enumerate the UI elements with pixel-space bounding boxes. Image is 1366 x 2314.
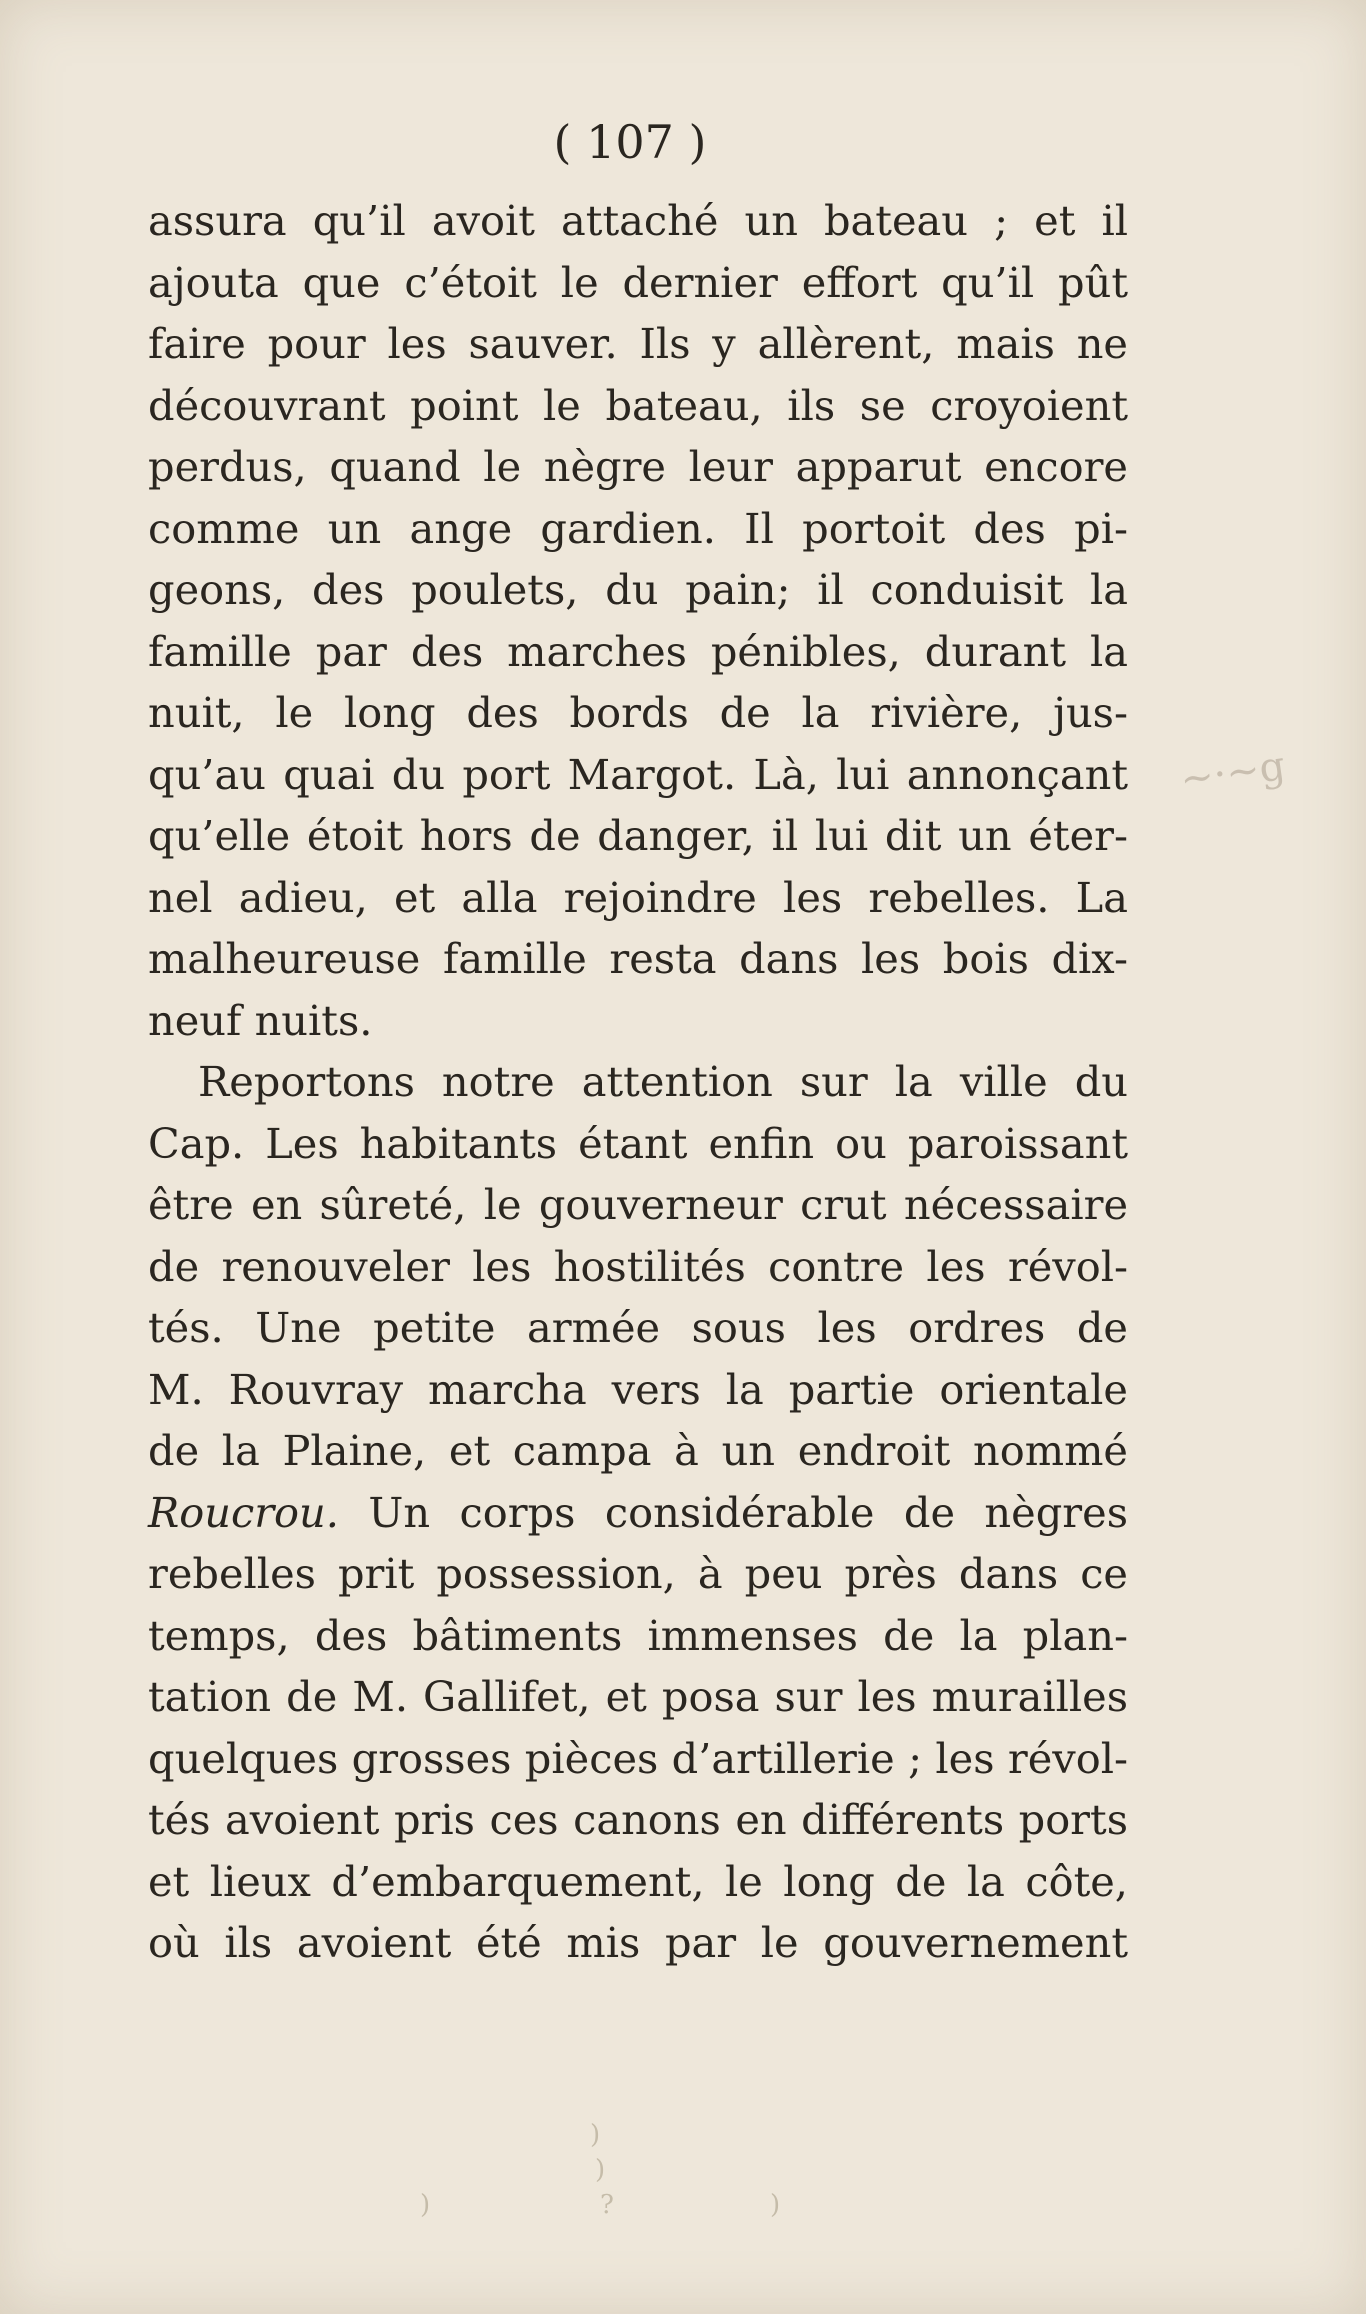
text-line: rebelles prit possession, à peu près dans ce bbox=[148, 1549, 1128, 1598]
text-line: tation de M. Gallifet, et posa sur les murailles bbox=[148, 1672, 1128, 1721]
text-line: découvrant point le bateau, ils se croyoient bbox=[148, 380, 1128, 430]
text-line: qu’elle étoit hors de danger, il lui dit un éter- bbox=[148, 811, 1128, 860]
text-line-rest: Un corps considérable de nègres bbox=[338, 1487, 1128, 1537]
text-line: perdus, quand le nègre leur apparut encore bbox=[148, 442, 1128, 491]
text-line: ajouta que c’étoit le dernier effort qu’il pût bbox=[148, 257, 1128, 307]
page-number: ( 107 ) bbox=[553, 115, 707, 169]
text-line: neuf nuits. bbox=[148, 995, 373, 1045]
text-line: geons, des poulets, du pain; il conduisit la bbox=[148, 565, 1128, 614]
body-text bbox=[148, 190, 1128, 1974]
text-line: assura qu’il avoit attaché un bateau ; et il bbox=[148, 196, 1128, 245]
text-line: de la Plaine, et campa à un endroit nommé bbox=[148, 1426, 1128, 1475]
text-line: être en sûreté, le gouverneur crut nécessaire bbox=[148, 1180, 1128, 1229]
text-line: où ils avoient été mis par le gouvernement bbox=[148, 1918, 1128, 1967]
text-line: de renouveler les hostilités contre les révol- bbox=[148, 1241, 1128, 1291]
text-line bbox=[148, 1482, 1128, 1544]
text-line: et lieux d’embarquement, le long de la côte, bbox=[148, 1856, 1128, 1906]
text-line: comme un ange gardien. Il portoit des pi- bbox=[148, 503, 1128, 553]
text-line: nel adieu, et alla rejoindre les rebelles. La bbox=[148, 872, 1128, 922]
text-line: Cap. Les habitants étant enfin ou paroissant bbox=[148, 1118, 1128, 1168]
text-line: tés avoient pris ces canons en différents ports bbox=[148, 1795, 1128, 1844]
text-line: famille par des marches pénibles, durant la bbox=[148, 626, 1128, 676]
bleed-through-marks: ) ) ) ? ) bbox=[420, 2120, 781, 2220]
text-line: tés. Une petite armée sous les ordres de bbox=[148, 1303, 1128, 1352]
text-line: M. Rouvray marcha vers la partie orientale bbox=[148, 1364, 1128, 1414]
text-line: qu’au quai du port Margot. Là, lui annonçant bbox=[148, 749, 1128, 799]
italic-place-name: Roucrou. bbox=[148, 1487, 339, 1537]
margin-annotation-mark: ~·~g bbox=[1177, 742, 1289, 804]
text-line: Reportons notre attention sur la ville du bbox=[198, 1057, 1128, 1106]
text-line: temps, des bâtiments immenses de la plan- bbox=[148, 1610, 1128, 1660]
text-line: faire pour les sauver. Ils y allèrent, mais ne bbox=[148, 319, 1128, 368]
text-line: quelques grosses pièces d’artillerie ; les révol- bbox=[148, 1733, 1128, 1783]
text-line: malheureuse famille resta dans les bois dix- bbox=[148, 934, 1128, 983]
text-line: nuit, le long des bords de la rivière, jus- bbox=[148, 688, 1128, 737]
